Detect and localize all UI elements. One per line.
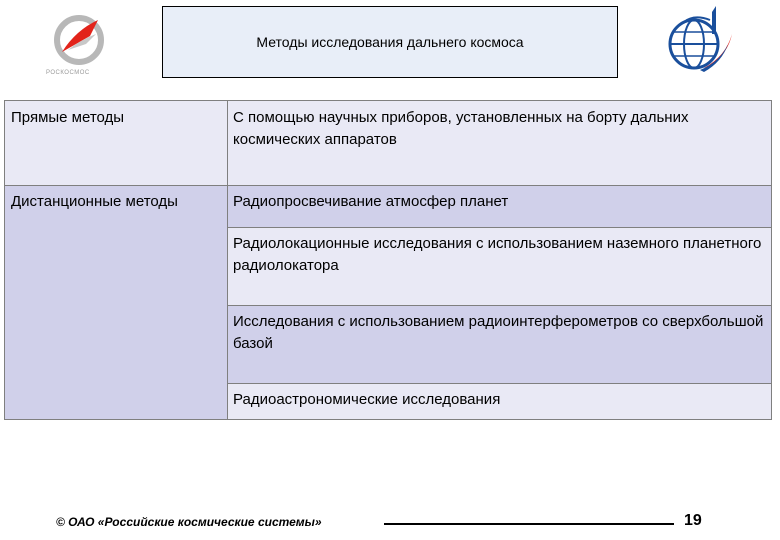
page-title: Методы исследования дальнего космоса	[256, 34, 524, 50]
remote-method-row	[227, 383, 771, 419]
rks-logo	[654, 4, 744, 76]
column-divider	[227, 101, 228, 419]
direct-methods-label-cell	[5, 101, 227, 185]
footer-copyright: © ОАО «Российские космические системы»	[56, 515, 322, 529]
page-title-box	[162, 6, 618, 78]
remote-methods-label: Дистанционные методы	[11, 193, 178, 210]
roscosmos-logo-icon	[46, 10, 112, 68]
remote-method-text: Радиолокационные исследования с использованием наземного планетного радиолокатора	[233, 235, 762, 274]
page-number: 19	[684, 512, 702, 529]
remote-method-row	[227, 305, 771, 383]
row-divider	[227, 227, 771, 228]
remote-method-text: Исследования с использованием радиоинтерферометров со сверхбольшой базой	[233, 313, 764, 352]
footer-divider	[384, 523, 674, 525]
direct-methods-description-cell	[227, 101, 771, 185]
row-divider	[5, 185, 771, 186]
remote-method-text: Радиоастрономические исследования	[233, 391, 501, 408]
logo-caption: РОСКОСМОС	[46, 70, 90, 76]
remote-method-row	[227, 185, 771, 227]
direct-methods-label: Прямые методы	[11, 109, 125, 126]
remote-method-text: Радиопросвечивание атмосфер планет	[233, 193, 509, 210]
row-divider	[227, 305, 771, 306]
row-divider	[227, 383, 771, 384]
roscosmos-logo	[40, 10, 120, 80]
russian-space-systems-logo-icon	[654, 4, 744, 76]
methods-table	[4, 100, 772, 420]
remote-methods-label-cell	[5, 185, 227, 419]
direct-methods-description: С помощью научных приборов, установленных на борту дальних космических аппаратов	[233, 109, 689, 148]
remote-method-row	[227, 227, 771, 305]
